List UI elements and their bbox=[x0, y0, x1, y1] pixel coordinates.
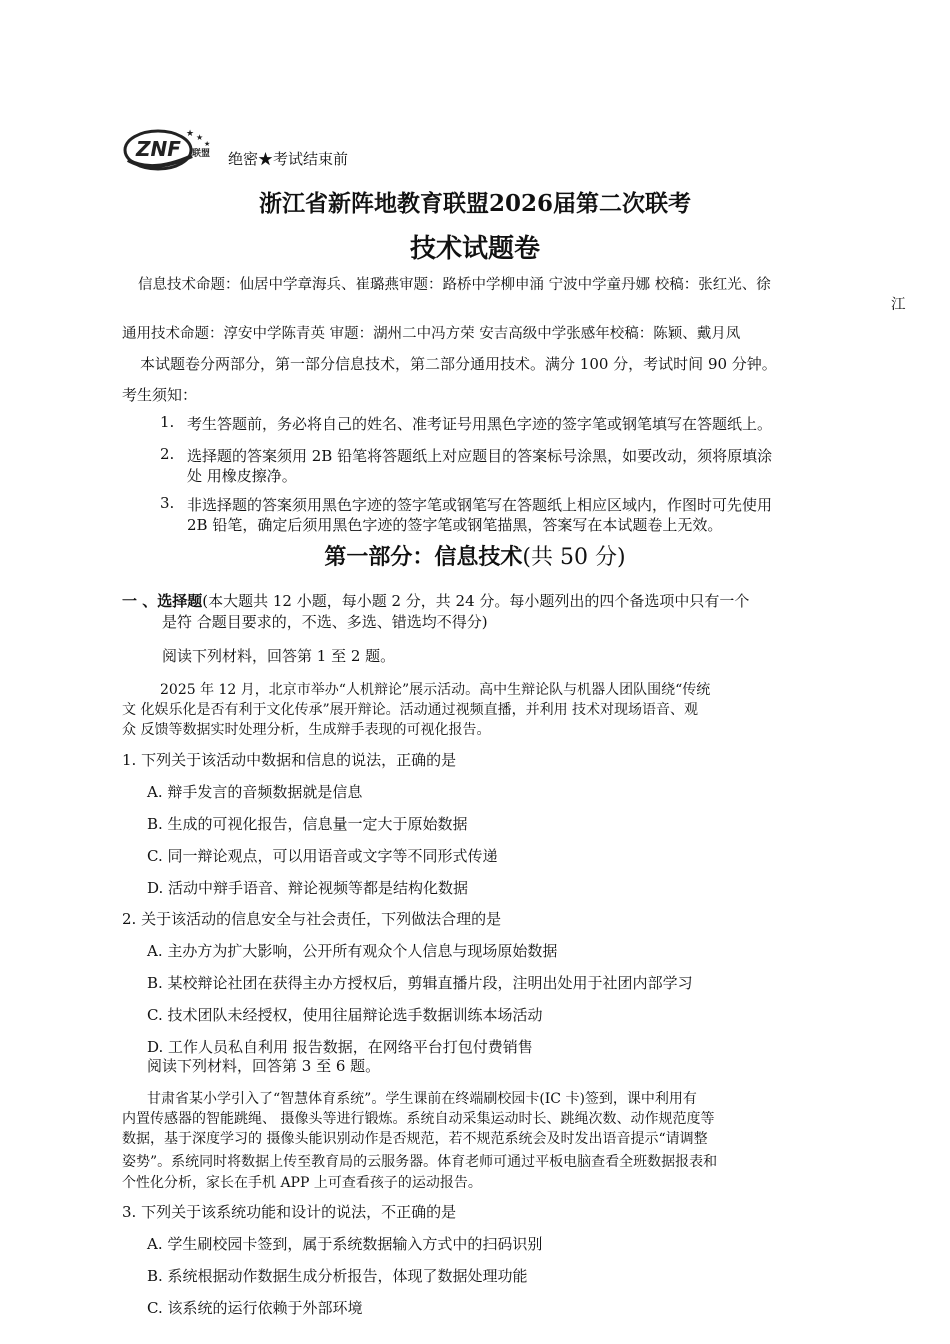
question-3-option-c: C. 该系统的运行依赖于外部环境 bbox=[147, 1299, 363, 1317]
notice-item-text-cont: 2B 铅笔，确定后须用黑色字迹的签字笔或钢笔描黑，答案写在本试题卷上无效。 bbox=[187, 516, 723, 534]
notice-item-text: 选择题的答案须用 2B 铅笔将答题纸上对应题目的答案标号涂黑，如要改动，须将原填涂 bbox=[187, 447, 773, 465]
notice-item-text-cont: 处 用橡皮擦净。 bbox=[187, 467, 297, 485]
it-credits-cont: 江 bbox=[891, 297, 906, 313]
question-1-option-d: D. 活动中辩手语音、辩论视频等都是结构化数据 bbox=[147, 879, 469, 897]
question-1-option-a: A. 辩手发言的音频数据就是信息 bbox=[147, 783, 363, 801]
notice-item-number: 2. bbox=[160, 445, 175, 463]
question-2-option-a: A. 主办方为扩大影响，公开所有观众个人信息与现场原始数据 bbox=[147, 942, 558, 960]
svg-text:★: ★ bbox=[204, 140, 211, 148]
notice-item-number: 1. bbox=[160, 413, 175, 431]
secret-label: 绝密★考试结束前 bbox=[228, 150, 349, 168]
part1-title: 第一部分：信息技术 bbox=[324, 544, 523, 570]
notice-heading: 考生须知： bbox=[122, 386, 198, 404]
question-3-option-b: B. 系统根据动作数据生成分析报告，体现了数据处理功能 bbox=[147, 1267, 528, 1285]
section1-label: 一 、选择题 bbox=[122, 592, 203, 610]
material1-line: 众 反馈等数据实时处理分析，生成辩手表现的可视化报告。 bbox=[122, 722, 491, 738]
question-2-option-d: D. 工作人员私自利用 报告数据，在网络平台打包付费销售 bbox=[147, 1038, 533, 1056]
section1-heading bbox=[122, 590, 749, 611]
question-1-option-c: C. 同一辩论观点，可以用语音或文字等不同形式传递 bbox=[147, 847, 498, 865]
question-2-stem: 2. 关于该活动的信息安全与社会责任，下列做法合理的是 bbox=[122, 910, 502, 928]
question-3-option-a: A. 学生刷校园卡签到，属于系统数据输入方式中的扫码识别 bbox=[147, 1235, 543, 1253]
notice-item-number: 3. bbox=[160, 494, 175, 512]
material2-line: 数据，基于深度学习的 摄像头能识别动作是否规范，若不规范系统会及时发出语音提示“请调整 bbox=[122, 1131, 708, 1147]
question-2-option-b: B. 某校辩论社团在获得主办方授权后，剪辑直播片段，注明出处用于社团内部学习 bbox=[147, 974, 693, 992]
question-1-option-b: B. 生成的可视化报告，信息量一定大于原始数据 bbox=[147, 815, 468, 833]
exam-subtitle: 技术试题卷 bbox=[409, 234, 540, 264]
question-1-stem: 1. 下列关于该活动中数据和信息的说法，正确的是 bbox=[122, 751, 457, 769]
svg-text:★: ★ bbox=[186, 129, 195, 139]
logo-text: ZNF bbox=[136, 137, 181, 161]
material1-line: 2025 年 12 月，北京市举办“人机辩论”展示活动。高中生辩论队与机器人团队围绕“传统 bbox=[160, 682, 711, 698]
read-instruction: 阅读下列材料，回答第 3 至 6 题。 bbox=[147, 1057, 381, 1075]
material1-line: 文 化娱乐化是否有利于文化传承”展开辩论。活动通过视频直播，并利用 技术对现场语音、观 bbox=[122, 702, 699, 718]
exam-title: 浙江省新阵地教育联盟2026届第二次联考 bbox=[258, 190, 691, 217]
material2-line: 内置传感器的智能跳绳、 摄像头等进行锻炼。系统自动采集运动时长、跳绳次数、动作规范度等 bbox=[122, 1111, 715, 1127]
material2-line: 个性化分析，家长在手机 APP 上可查看孩子的运动报告。 bbox=[122, 1175, 482, 1191]
intro-text: 本试题卷分两部分，第一部分信息技术，第二部分通用技术。满分 100 分，考试时间 90 分钟。 bbox=[140, 355, 777, 373]
notice-item-text: 考生答题前，务必将自己的姓名、准考证号用黑色字迹的签字笔或钢笔填写在答题纸上。 bbox=[187, 415, 773, 433]
material2-line: 甘肃省某小学引入了“智慧体育系统”。学生课前在终端刷校园卡(IC 卡)签到，课中利用有 bbox=[147, 1091, 697, 1107]
part1-heading bbox=[0, 540, 950, 571]
read-instruction: 阅读下列材料，回答第 1 至 2 题。 bbox=[162, 647, 396, 665]
section1-desc-cont: 是符 合题目要求的，不选、多选、错选均不得分) bbox=[162, 613, 488, 631]
znf-logo bbox=[122, 122, 214, 172]
question-2-option-c: C. 技术团队未经授权，使用往届辩论选手数据训练本场活动 bbox=[147, 1006, 543, 1024]
it-credits: 信息技术命题：仙居中学章海兵、崔璐燕审题：路桥中学柳申涌 宁波中学童丹娜 校稿：张红光、徐 bbox=[138, 277, 771, 293]
part1-score: (共 50 分) bbox=[522, 545, 626, 570]
svg-text:★: ★ bbox=[196, 133, 204, 142]
notice-item-text: 非选择题的答案须用黑色字迹的签字笔或钢笔写在答题纸上相应区域内，作图时可先使用 bbox=[187, 496, 773, 514]
section1-desc: (本大题共 12 小题，每小题 2 分，共 24 分。每小题列出的四个备选项中只有一个 bbox=[202, 592, 750, 610]
gt-credits: 通用技术命题：淳安中学陈青英 审题：湖州二中冯方荣 安吉高级中学张感年校稿：陈颖、戴月凤 bbox=[122, 326, 741, 342]
question-3-stem: 3. 下列关于该系统功能和设计的说法，不正确的是 bbox=[122, 1203, 457, 1221]
logo-subtext: 联盟 bbox=[192, 149, 211, 159]
material2-line: 姿势”。系统同时将数据上传至教育局的云服务器。体育老师可通过平板电脑查看全班数据报表和 bbox=[122, 1154, 718, 1170]
